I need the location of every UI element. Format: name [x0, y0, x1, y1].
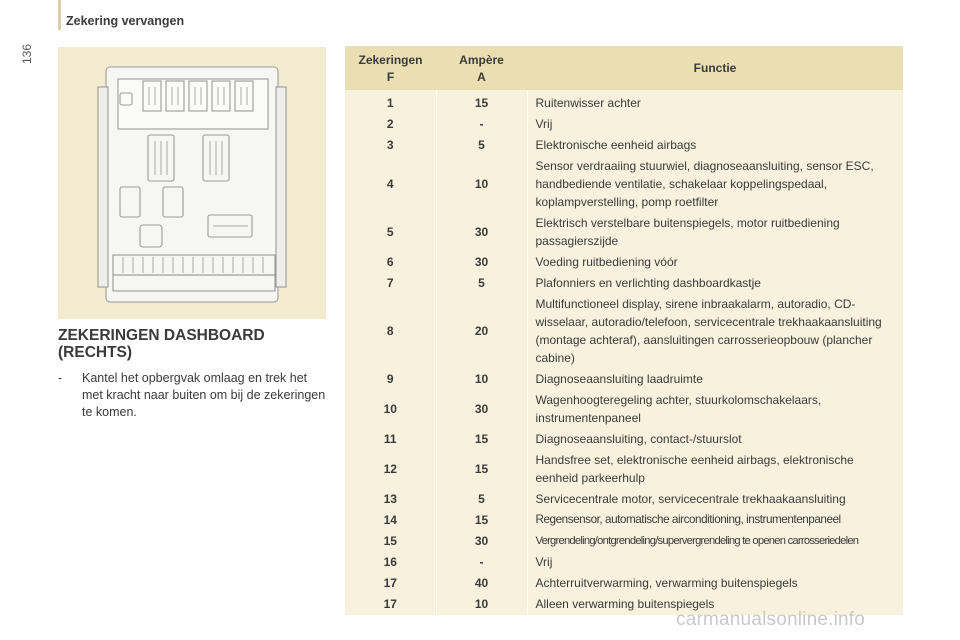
fuse-ampere: 30	[436, 531, 527, 552]
fuse-number: 2	[345, 114, 436, 135]
instruction-body: Kantel het opbergvak omlaag en trek het met kracht naar buiten om bij de zekeringen te komen.	[82, 371, 326, 419]
section-title-line1: ZEKERINGEN DASHBOARD	[58, 327, 265, 344]
fuse-ampere: 30	[436, 213, 527, 252]
header-fuses-sub: F	[386, 69, 395, 84]
fuse-number: 13	[345, 489, 436, 510]
table-header-row	[345, 46, 903, 90]
fuse-number: 7	[345, 273, 436, 294]
table-row	[345, 369, 903, 390]
table-row	[345, 489, 903, 510]
fusebox-illustration	[58, 47, 326, 319]
fuse-ampere: 10	[436, 156, 527, 213]
header-fuses-label: Zekeringen	[358, 52, 423, 67]
fuse-ampere: 5	[436, 135, 527, 156]
table-row	[345, 450, 903, 489]
fuse-function: Elektronische eenheid airbags	[527, 135, 903, 156]
table-row	[345, 390, 903, 429]
fuse-ampere: 30	[436, 252, 527, 273]
fuse-number: 17	[345, 594, 436, 615]
header-accent-bar	[58, 0, 61, 30]
table-row	[345, 252, 903, 273]
fuse-ampere: 5	[436, 489, 527, 510]
fuse-ampere: 10	[436, 369, 527, 390]
fuse-function: Ruitenwisser achter	[527, 90, 903, 114]
bullet-dash: -	[58, 371, 63, 385]
header-ampere-label: Ampère	[459, 52, 504, 67]
table-row	[345, 531, 903, 552]
fuse-number: 3	[345, 135, 436, 156]
fuse-ampere: 15	[436, 90, 527, 114]
header-ampere-sub: A	[477, 69, 486, 84]
fuse-number: 1	[345, 90, 436, 114]
fuse-function: Elektrisch verstelbare buitenspiegels, motor ruitbediening passagierszijde	[527, 213, 903, 252]
header-ampere	[436, 46, 527, 90]
page-header-title: Zekering vervangen	[66, 14, 185, 28]
table-row	[345, 213, 903, 252]
fuse-ampere: 15	[436, 450, 527, 489]
instruction-text	[58, 370, 328, 421]
fuse-function: Sensor verdraaiing stuurwiel, diagnoseaansluiting, sensor ESC, handbediende ventilatie, schakelaar koppelingspedaal, koplampverstelling, pomp roetfilter	[527, 156, 903, 213]
table-row	[345, 273, 903, 294]
fuse-number: 6	[345, 252, 436, 273]
fuse-ampere: 15	[436, 510, 527, 531]
table-row	[345, 510, 903, 531]
watermark: carmanualsonline.info	[676, 609, 866, 630]
fuse-function: Vergrendeling/ontgrendeling/supervergrendeling te openen carrosseriedelen	[527, 531, 903, 552]
fuse-function: Plafonniers en verlichting dashboardkastje	[527, 273, 903, 294]
fuse-number: 10	[345, 390, 436, 429]
fuse-function: Handsfree set, elektronische eenheid airbags, elektronische eenheid parkeerhulp	[527, 450, 903, 489]
fuse-number: 14	[345, 510, 436, 531]
fuse-number: 17	[345, 573, 436, 594]
section-title-line2: (RECHTS)	[58, 344, 133, 361]
header-function: Functie	[527, 46, 903, 90]
fuse-number: 4	[345, 156, 436, 213]
fuse-ampere: 20	[436, 294, 527, 369]
fuse-function: Wagenhoogteregeling achter, stuurkolomschakelaars, instrumentenpaneel	[527, 390, 903, 429]
table-row	[345, 573, 903, 594]
fuse-number: 5	[345, 213, 436, 252]
fuse-ampere: 30	[436, 390, 527, 429]
fuse-function: Alleen verwarming buitenspiegels	[527, 594, 903, 615]
table-row	[345, 429, 903, 450]
table-row	[345, 135, 903, 156]
fuse-function: Multifunctioneel display, sirene inbraakalarm, autoradio, CD-wisselaar, autoradio/telefoon, servicecentrale trekhaakaansluiting (montage achteraf), aansluitingen carrosserieopbouw (plancher cabine)	[527, 294, 903, 369]
fuse-number: 8	[345, 294, 436, 369]
fusebox-drawing	[58, 47, 326, 319]
fuse-function: Vrij	[527, 552, 903, 573]
page-number: 136	[20, 43, 34, 64]
table-row	[345, 90, 903, 114]
fuse-number: 9	[345, 369, 436, 390]
fuse-function: Regensensor, automatische airconditioning, instrumentenpaneel	[527, 510, 903, 531]
header-fuses	[345, 46, 436, 90]
fuse-function: Diagnoseaansluiting, contact-/stuurslot	[527, 429, 903, 450]
fuse-number: 12	[345, 450, 436, 489]
fuse-ampere: 15	[436, 429, 527, 450]
section-title	[58, 327, 328, 361]
fuse-function: Servicecentrale motor, servicecentrale trekhaakaansluiting	[527, 489, 903, 510]
fuse-number: 11	[345, 429, 436, 450]
fuse-ampere: 40	[436, 573, 527, 594]
fuse-function: Achterruitverwarming, verwarming buitenspiegels	[527, 573, 903, 594]
fuse-ampere: -	[436, 552, 527, 573]
table-row	[345, 294, 903, 369]
table-row	[345, 552, 903, 573]
fuse-function: Vrij	[527, 114, 903, 135]
fuse-function: Diagnoseaansluiting laadruimte	[527, 369, 903, 390]
fuse-number: 16	[345, 552, 436, 573]
table-row	[345, 156, 903, 213]
fuse-ampere: -	[436, 114, 527, 135]
table-row	[345, 114, 903, 135]
fuse-table	[345, 46, 903, 615]
fuse-number: 15	[345, 531, 436, 552]
fuse-ampere: 5	[436, 273, 527, 294]
fuse-function: Voeding ruitbediening vóór	[527, 252, 903, 273]
fuse-ampere: 10	[436, 594, 527, 615]
